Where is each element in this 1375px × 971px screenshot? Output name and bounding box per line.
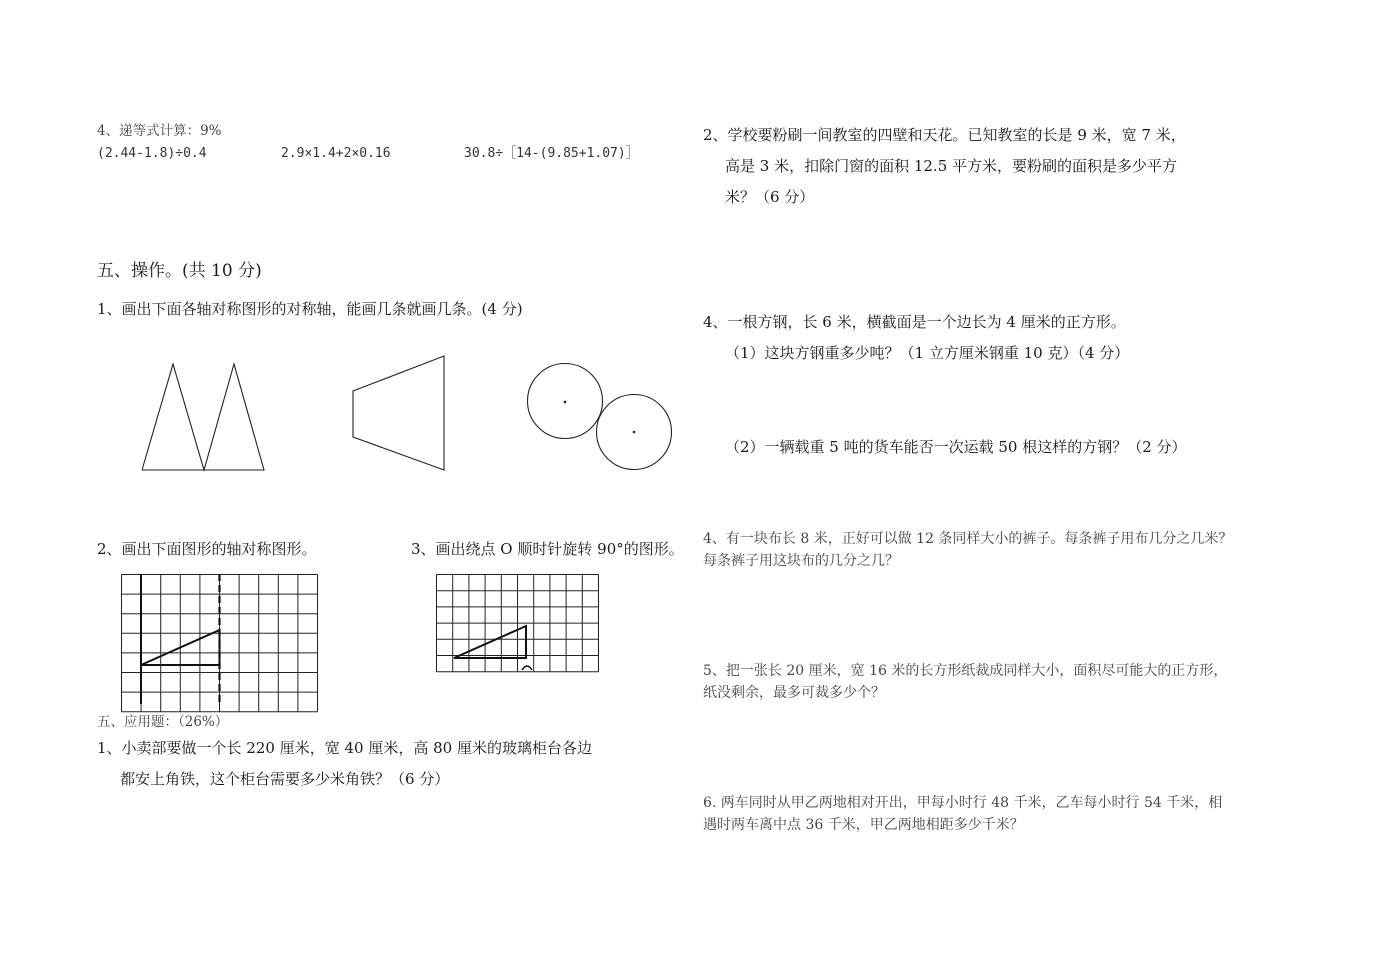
calc-title: 4、递等式计算：9%	[97, 123, 222, 139]
rotation-grid	[436, 574, 600, 694]
rotation-arc-mark	[522, 666, 532, 670]
right-q6-line2: 遇时两车离中点 36 千米，甲乙两地相距多少千米？	[703, 817, 1024, 833]
circle-right-center	[633, 431, 636, 434]
right-q2-line1: 2、学校要粉刷一间教室的四壁和天花。已知教室的长是 9 米，宽 7 米，	[703, 126, 1186, 144]
calc-expr-3: 30.8÷［14-(9.85+1.07)］	[464, 146, 639, 161]
right-q4b-line1: 4、有一块布长 8 米，正好可以做 12 条同样大小的裤子。每条裤子用布几分之几米？	[703, 531, 1233, 547]
application-q1-line2: 都安上角铁，这个柜台需要多少米角铁？（6 分）	[120, 770, 450, 788]
right-q4b-line2: 每条裤子用这块布的几分之几？	[703, 553, 899, 569]
calc-expr-2: 2.9×1.4+2×0.16	[281, 146, 391, 161]
circle-left-center	[564, 401, 567, 404]
right-q4a-sub1: （1）这块方钢重多少吨？（1 立方厘米钢重 10 克）（4 分）	[725, 344, 1130, 362]
right-q5-line1: 5、把一张长 20 厘米，宽 16 米的长方形纸裁成同样大小，面积尽可能大的正方形，	[703, 663, 1228, 679]
right-q5-line2: 纸没剩余，最多可裁多少个？	[703, 685, 885, 701]
right-q6-line1: 6. 两车同时从甲乙两地相对开出，甲每小时行 48 千米，乙车每小时行 54 千米，相	[703, 795, 1223, 811]
two-circles-figure	[526, 362, 676, 472]
right-q2-line3: 米？（6 分）	[725, 188, 815, 206]
symmetry-grid	[121, 574, 319, 704]
grid2-triangle	[454, 626, 526, 658]
trapezoid-figure	[351, 354, 447, 472]
section-5-heading: 五、操作。(共 10 分)	[97, 261, 262, 281]
right-q2-line2: 高是 3 米，扣除门窗的面积 12.5 平方米，要粉刷的面积是多少平方	[725, 157, 1178, 175]
application-q1-line1: 1、小卖部要做一个长 220 厘米，宽 40 厘米，高 80 厘米的玻璃柜台各边	[97, 739, 592, 757]
double-triangle-figure	[140, 362, 268, 472]
application-heading: 五、应用题：（26%）	[97, 714, 229, 730]
operation-question-3: 3、画出绕点 O 顺时针旋转 90°的图形。	[411, 540, 684, 558]
operation-question-1: 1、画出下面各轴对称图形的对称轴，能画几条就画几条。(4 分)	[97, 300, 523, 318]
right-q4a-sub2: （2）一辆载重 5 吨的货车能否一次运载 50 根这样的方钢？（2 分）	[725, 438, 1187, 456]
right-q4a: 4、一根方钢，长 6 米，横截面是一个边长为 4 厘米的正方形。	[703, 313, 1126, 331]
calc-expr-1: (2.44-1.8)÷0.4	[97, 146, 207, 161]
operation-question-2: 2、画出下面图形的轴对称图形。	[97, 540, 317, 558]
